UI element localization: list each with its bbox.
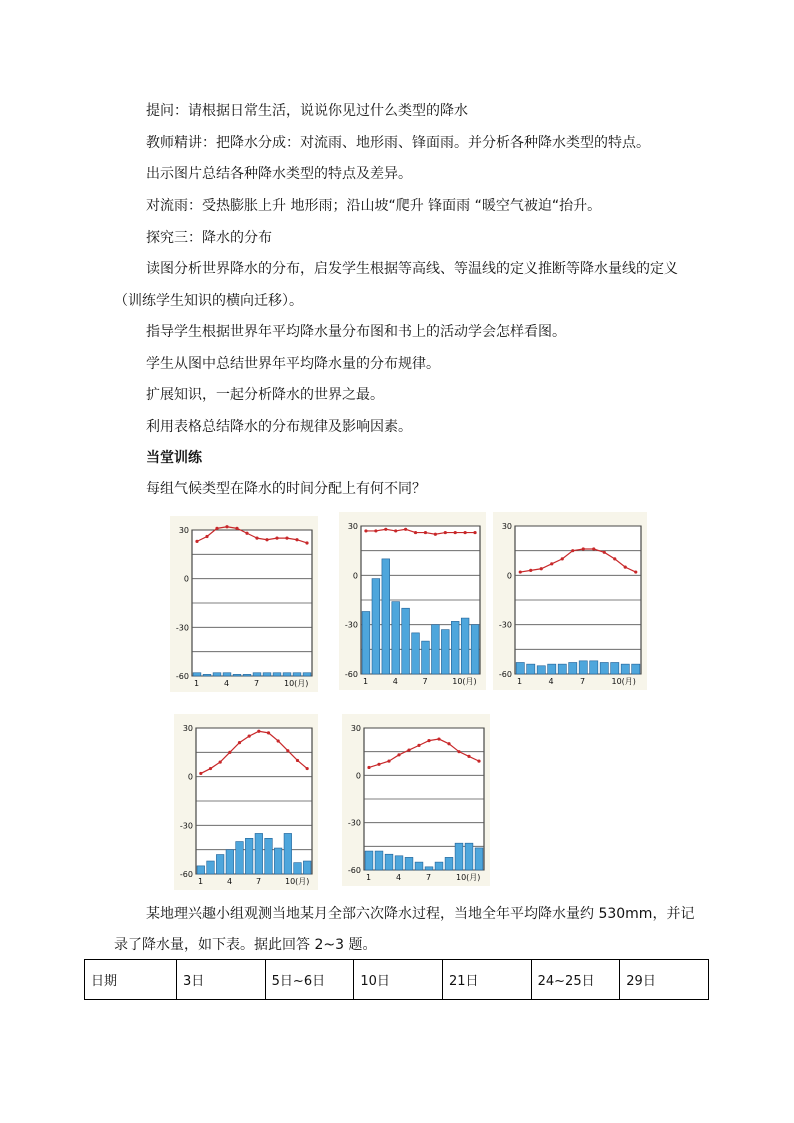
temperature-point: [477, 760, 480, 763]
y-tick-label: 30: [350, 724, 361, 733]
precip-bar: [402, 608, 410, 674]
temperature-point: [248, 735, 251, 738]
temperature-point: [384, 528, 387, 531]
y-tick-label: -30: [498, 620, 512, 630]
precip-bar: [265, 838, 273, 874]
paragraph-1: 提问：请根据日常生活，说说你见过什么类型的降水: [146, 103, 468, 119]
temperature-point: [457, 750, 460, 753]
precip-bar: [255, 833, 263, 874]
y-tick-label: -30: [344, 620, 358, 630]
x-tick-label: 4: [392, 677, 398, 686]
precip-bar: [579, 661, 587, 674]
precip-bar: [236, 842, 244, 874]
y-tick-label: 30: [182, 724, 193, 733]
x-tick-label: 1: [194, 679, 200, 688]
temperature-point: [407, 748, 410, 751]
x-tick-label: 7: [580, 677, 586, 686]
y-tick-label: 30: [501, 522, 512, 531]
paragraph-10: 扩展知识，一起分析降水的世界之最。: [146, 387, 384, 403]
y-tick-label: 0: [506, 571, 512, 581]
temperature-point: [267, 731, 270, 734]
precip-bar: [632, 664, 640, 674]
precip-bar: [415, 862, 423, 870]
precip-bar: [569, 662, 577, 674]
temperature-point: [205, 535, 208, 538]
temperature-point: [285, 537, 288, 540]
paragraph-11: 利用表格总结降水的分布规律及影响因素。: [146, 419, 412, 435]
precip-bar: [537, 666, 545, 674]
y-tick-label: -60: [344, 670, 358, 679]
precip-bar: [432, 625, 440, 674]
temperature-point: [377, 763, 380, 766]
temperature-point: [454, 531, 457, 534]
x-tick-label: 10(月): [285, 877, 310, 886]
climate-chart-3: [493, 512, 647, 690]
temperature-point: [245, 532, 248, 535]
temperature-point: [255, 537, 258, 540]
precip-bar: [243, 674, 251, 676]
temperature-point: [550, 562, 553, 565]
temperature-point: [235, 527, 238, 530]
temperature-point: [367, 766, 370, 769]
temperature-point: [561, 557, 564, 560]
climate-chart-1: [170, 516, 318, 692]
exercise-intro-1: 某地理兴趣小组观测当地某月全部六次降水过程，当地全年平均降水量约 530mm，并记: [146, 906, 695, 922]
precip-bar: [284, 833, 292, 874]
y-tick-label: -30: [175, 623, 189, 633]
paragraph-9: 学生从图中总结世界年平均降水量的分布规律。: [146, 356, 440, 372]
temperature-point: [397, 753, 400, 756]
temperature-point: [444, 531, 447, 534]
temperature-point: [447, 742, 450, 745]
temperature-point: [603, 551, 606, 554]
precip-bar: [425, 867, 433, 870]
x-tick-label: 10(月): [456, 873, 481, 882]
temperature-point: [364, 529, 367, 532]
precip-bar: [283, 673, 291, 676]
precip-bar: [233, 674, 241, 676]
table-row: [85, 960, 709, 1000]
precip-bar: [461, 618, 469, 674]
temperature-point: [199, 772, 202, 775]
temperature-point: [404, 528, 407, 531]
paragraph-3: 出示图片总结各种降水类型的特点及差异。: [146, 166, 412, 182]
temperature-point: [257, 730, 260, 733]
temperature-point: [613, 557, 616, 560]
temperature-point: [286, 749, 289, 752]
temperature-point: [414, 531, 417, 534]
precip-bar: [197, 866, 205, 874]
precip-bar: [263, 673, 271, 676]
precip-bar: [516, 662, 524, 674]
precip-bar: [445, 857, 453, 870]
precip-bar: [405, 857, 413, 870]
paragraph-8: 指导学生根据世界年平均降水量分布图和书上的活动学会怎样看图。: [146, 324, 566, 340]
precip-bar: [611, 662, 619, 674]
precipitation-date-table: [84, 959, 709, 1000]
temperature-point: [265, 538, 268, 541]
temperature-point: [306, 767, 309, 770]
y-tick-label: -60: [347, 866, 361, 875]
temperature-point: [434, 533, 437, 536]
y-tick-label: 0: [352, 571, 358, 581]
x-tick-label: 4: [396, 873, 402, 882]
x-tick-label: 10(月): [611, 677, 636, 686]
y-tick-label: 0: [187, 772, 193, 782]
precip-bar: [392, 602, 400, 674]
y-tick-label: -60: [179, 870, 193, 879]
temperature-point: [571, 549, 574, 552]
table-cell: 21日: [442, 960, 531, 1000]
temperature-point: [277, 739, 280, 742]
temperature-point: [592, 547, 595, 550]
x-tick-label: 10(月): [452, 677, 477, 686]
climate-chart-5: [342, 714, 490, 886]
temperature-point: [215, 527, 218, 530]
section-heading: 当堂训练: [146, 450, 202, 466]
precip-bar: [621, 664, 629, 674]
exercise-intro-2: 录了降水量，如下表。据此回答 2~3 题。: [114, 937, 377, 953]
precip-bar: [362, 612, 370, 674]
temperature-point: [238, 741, 241, 744]
temperature-point: [417, 744, 420, 747]
precip-bar: [558, 664, 566, 674]
precip-bar: [273, 673, 281, 676]
precip-bar: [223, 673, 231, 676]
temperature-point: [394, 529, 397, 532]
precip-bar: [365, 851, 373, 870]
precip-bar: [600, 662, 608, 674]
temperature-point: [374, 529, 377, 532]
x-tick-label: 1: [366, 873, 372, 882]
x-tick-label: 7: [254, 679, 260, 688]
temperature-point: [296, 759, 299, 762]
temperature-point: [219, 760, 222, 763]
paragraph-5: 探究三：降水的分布: [146, 230, 272, 246]
y-tick-label: 0: [355, 771, 361, 781]
x-tick-label: 4: [227, 877, 233, 886]
temperature-point: [305, 541, 308, 544]
precip-bar: [441, 630, 449, 674]
precip-bar: [293, 673, 301, 676]
chart-svg: [493, 512, 647, 690]
temperature-point: [634, 570, 637, 573]
precip-bar: [527, 664, 535, 674]
x-tick-label: 1: [517, 677, 523, 686]
temperature-point: [529, 569, 532, 572]
chart-svg: [174, 714, 318, 890]
y-tick-label: -60: [498, 670, 512, 679]
y-tick-label: -30: [179, 821, 193, 831]
temperature-point: [427, 739, 430, 742]
y-tick-label: 0: [183, 574, 189, 584]
precip-bar: [422, 641, 430, 674]
table-cell: 29日: [620, 960, 709, 1000]
precip-bar: [294, 863, 302, 874]
x-tick-label: 4: [224, 679, 230, 688]
precip-bar: [375, 851, 383, 870]
climate-chart-2: [339, 512, 486, 690]
precip-bar: [590, 661, 598, 674]
climate-chart-4: [174, 714, 318, 890]
temperature-point: [582, 547, 585, 550]
precip-bar: [385, 854, 393, 870]
chart-svg: [170, 516, 318, 692]
temperature-point: [473, 531, 476, 534]
table-cell: 24~25日: [531, 960, 620, 1000]
x-tick-label: 7: [422, 677, 428, 686]
precip-bar: [435, 862, 443, 870]
temperature-point: [464, 531, 467, 534]
precip-bar: [226, 850, 234, 874]
chart-svg: [342, 714, 490, 886]
precip-bar: [193, 673, 201, 676]
temperature-point: [275, 537, 278, 540]
paragraph-7: （训练学生知识的横向迁移）。: [114, 293, 303, 309]
precip-bar: [471, 625, 479, 674]
precip-bar: [303, 861, 311, 874]
chart-svg: [339, 512, 486, 690]
temperature-point: [437, 737, 440, 740]
precip-bar: [455, 843, 463, 870]
precip-bar: [216, 855, 224, 874]
paragraph-6: 读图分析世界降水的分布，启发学生根据等高线、等温线的定义推断等降水量线的定义: [146, 261, 678, 277]
precip-bar: [548, 664, 556, 674]
x-tick-label: 10(月): [284, 679, 309, 688]
table-cell: 10日: [354, 960, 443, 1000]
x-tick-label: 4: [548, 677, 554, 686]
x-tick-label: 7: [426, 873, 432, 882]
temperature-point: [295, 538, 298, 541]
precip-bar: [412, 633, 420, 674]
precip-bar: [475, 848, 483, 870]
y-tick-label: 30: [178, 526, 189, 535]
y-tick-label: -60: [175, 672, 189, 681]
temperature-point: [424, 531, 427, 534]
temperature-point: [195, 540, 198, 543]
paragraph-4: 对流雨：受热膨胀上升 地形雨；沿山坡“爬升 锋面雨 “暖空气被迫“抬升。: [146, 198, 602, 214]
x-tick-label: 1: [363, 677, 369, 686]
precip-bar: [253, 673, 261, 676]
temperature-point: [540, 567, 543, 570]
temperature-point: [467, 755, 470, 758]
precip-bar: [451, 621, 459, 674]
table-cell: 5日~6日: [265, 960, 354, 1000]
precip-bar: [303, 673, 311, 676]
precip-bar: [245, 838, 253, 874]
temperature-point: [519, 570, 522, 573]
table-cell: 日期: [85, 960, 177, 1000]
temperature-point: [387, 760, 390, 763]
precip-bar: [207, 861, 215, 874]
precip-bar: [213, 673, 221, 676]
temperature-point: [209, 767, 212, 770]
y-tick-label: -30: [347, 818, 361, 828]
paragraph-2: 教师精讲：把降水分成：对流雨、地形雨、锋面雨。并分析各种降水类型的特点。: [146, 135, 650, 151]
precip-bar: [203, 674, 211, 676]
x-tick-label: 1: [198, 877, 204, 886]
precip-bar: [395, 856, 403, 870]
y-tick-label: 30: [347, 522, 358, 531]
temperature-point: [228, 751, 231, 754]
temperature-point: [225, 525, 228, 528]
temperature-point: [624, 566, 627, 569]
precip-bar: [372, 579, 380, 674]
x-tick-label: 7: [256, 877, 262, 886]
precip-bar: [382, 559, 390, 674]
table-cell: 3日: [177, 960, 266, 1000]
question-text: 每组气候类型在降水的时间分配上有何不同？: [146, 481, 426, 497]
precip-bar: [465, 843, 473, 870]
precip-bar: [274, 848, 282, 874]
